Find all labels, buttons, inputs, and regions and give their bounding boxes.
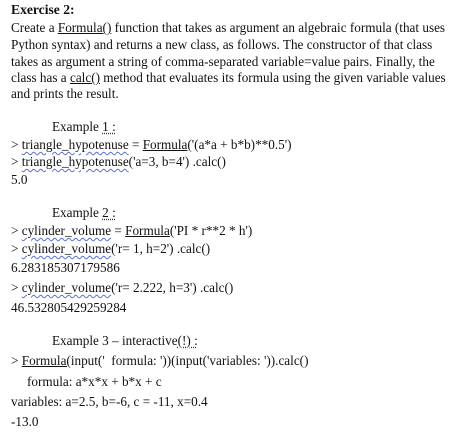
example-2-code-line-3: > cylinder_volume('r= 2.222, h=3') .calc()	[11, 280, 234, 295]
description-line-3: takes as argument a string of comma-separated variable=value pairs. Finally, the	[11, 54, 435, 69]
example-2-code-line-2: > cylinder_volume('r= 1, h=2') .calc()	[11, 241, 211, 256]
description-line-4	[11, 70, 446, 86]
example-2-label: Example 2 :	[52, 205, 116, 220]
description-text: function that takes as argument an algebraic formula (that uses	[111, 20, 446, 35]
example-1-label: Example 1 :	[52, 119, 116, 134]
example-3-output: -13.0	[11, 414, 39, 429]
variable-name: cylinder_volume	[21, 280, 112, 295]
example-2-output-1: 6.283185307179586	[11, 260, 120, 275]
formula-call: Formula	[125, 223, 170, 238]
calc-method-name: calc()	[69, 70, 100, 85]
variable-name: cylinder_volume	[21, 223, 112, 238]
description-line-1	[11, 20, 445, 36]
example-1-code-line-1: > triangle_hypotenuse = Formula('(a*a + b*b)**0.5')	[11, 137, 292, 152]
formula-call: Formula(	[21, 353, 71, 368]
variable-name: triangle_hypotenuse	[21, 154, 129, 169]
description-line-2: Python syntax) and returns a new class, as follows. The constructor of that class	[11, 37, 433, 52]
formula-function-name: Formula()	[57, 20, 112, 35]
description-text: method that evaluates its formula using the given variable values	[99, 70, 446, 85]
example-1-output: 5.0	[11, 172, 28, 187]
example-3-code-line-1: > Formula(input(' formula: '))(input('variables: ')).calc()	[11, 353, 309, 368]
example-3-variables-input: variables: a=2.5, b=-6, c = -11, x=0.4	[11, 394, 208, 409]
example-1-code-line-2: > triangle_hypotenuse('a=3, b=4') .calc()	[11, 154, 226, 169]
description-text: class has a	[11, 70, 70, 85]
description-text: Create a	[11, 20, 58, 35]
variable-name: cylinder_volume	[21, 241, 112, 256]
description-line-5: and prints the result.	[11, 86, 119, 101]
example-3-label: Example 3 – interactive(!) :	[52, 333, 198, 348]
variable-name: triangle_hypotenuse	[21, 137, 129, 152]
example-2-output-2: 46.532805429259284	[11, 300, 127, 315]
formula-call: Formula	[142, 137, 188, 152]
example-2-code-line-1: > cylinder_volume = Formula('PI * r**2 * h')	[11, 223, 253, 238]
example-3-formula-input: formula: a*x*x + b*x + c	[27, 374, 162, 389]
exercise-title: Exercise 2:	[11, 2, 75, 17]
